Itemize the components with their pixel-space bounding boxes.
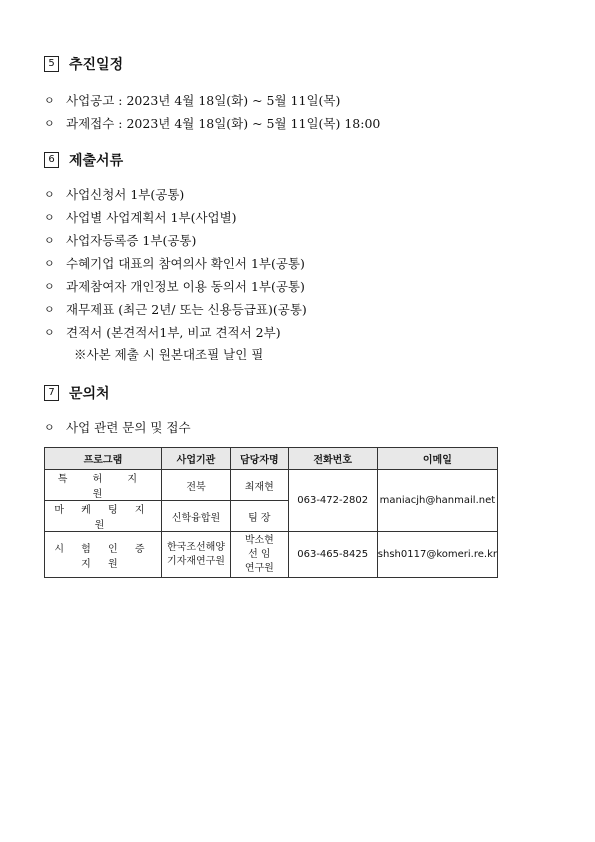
note-text: ※사본 제출 시 원본대조필 날인 필 [74,347,264,362]
phone-cell: 063-465-8425 [288,532,377,578]
org-line: 한국조선해양 [167,541,225,553]
list-item [44,274,307,297]
org-line: 기자재연구원 [167,555,225,567]
list-item [44,297,307,320]
bullet: ㅇ [44,116,55,130]
contact-title-cell: 팀 장 [231,501,288,532]
section-schedule [44,54,380,134]
list-item [44,251,307,274]
list-item [44,88,380,111]
list-item-text: 사업신청서 1부(공통) [66,186,185,202]
email-cell: maniacjh@hanmail.net [377,470,497,532]
section-number: 7 [44,385,59,401]
table-header-cell: 사업기관 [161,448,230,470]
list-item-text: 재무제표 (최근 2년/ 또는 신용등급표)(공통) [66,301,307,317]
list-item [44,228,307,251]
section-heading [44,150,307,170]
table-header-row [45,448,498,470]
section-inquiry [44,383,191,438]
list-item-text: 과제참여자 개인정보 이용 동의서 1부(공통) [66,278,305,294]
section-number: 6 [44,152,59,168]
bullet: ㅇ [44,302,55,316]
table-header-cell: 담당자명 [231,448,288,470]
bullet: ㅇ [44,256,55,270]
list-item [44,415,191,438]
section-title: 문의처 [69,386,110,402]
program-cell: 시 험 인 증 지 원 [45,532,162,578]
contact-cell [231,532,288,578]
table-header-cell: 프로그램 [45,448,162,470]
list-item-text: 견적서 (본견적서1부, 비교 견적서 2부) [66,324,281,340]
list-item-text: 사업별 사업계획서 1부(사업별) [66,209,237,225]
contact-line: 연구원 [244,562,274,574]
section-title: 제출서류 [69,153,124,169]
table-row [45,470,498,501]
phone-cell: 063-472-2802 [288,470,377,532]
section-title: 추진일정 [69,57,124,73]
bullet: ㅇ [44,187,55,201]
bullet: ㅇ [44,93,55,107]
section-heading [44,383,191,403]
contact-line: 선 임 [248,548,271,560]
list-item-text: 사업 관련 문의 및 접수 [66,419,191,435]
list-item-text: 사업공고 : 2023년 4월 18일(화) ~ 5월 11일(목) [66,92,341,108]
list-item-text: 수혜기업 대표의 참여의사 확인서 1부(공통) [66,255,305,271]
bullet: ㅇ [44,279,55,293]
bullet: ㅇ [44,210,55,224]
contact-line: 박소현 [244,534,274,546]
section-documents [44,150,307,365]
email-cell: shsh0117@komeri.re.kr [377,532,497,578]
program-cell: 마 케 팅 지 원 [45,501,162,532]
list-item [44,205,307,228]
contact-table [44,447,498,578]
list-item-text: 사업자등록증 1부(공통) [66,232,197,248]
bullet: ㅇ [44,325,55,339]
table-header-cell: 전화번호 [288,448,377,470]
org-cell [161,532,230,578]
table-row [45,532,498,578]
program-cell: 특 허 지 원 [45,470,162,501]
list-item [44,111,380,134]
contact-name-cell: 최재현 [231,470,288,501]
list-item [44,320,307,343]
bullet: ㅇ [44,420,55,434]
table-header-cell: 이메일 [377,448,497,470]
section-number: 5 [44,56,59,72]
org-cell: 전북 [161,470,230,501]
section-heading [44,54,380,74]
org-cell: 신학융합원 [161,501,230,532]
list-item-text: 과제접수 : 2023년 4월 18일(화) ~ 5월 11일(목) 18:00 [66,115,381,131]
bullet: ㅇ [44,233,55,247]
list-item [44,182,307,205]
